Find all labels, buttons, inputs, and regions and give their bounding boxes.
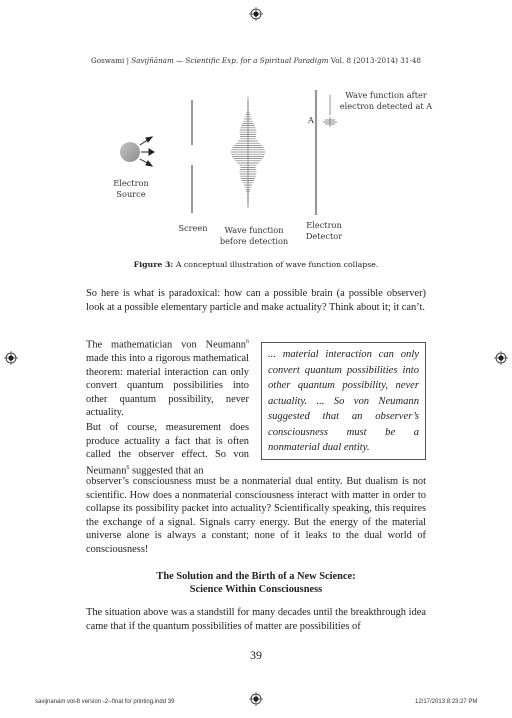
footer-datetime: 12/17/2013 8:23:27 PM xyxy=(415,699,478,705)
registration-mark-icon xyxy=(249,7,263,21)
label-wave-after: Wave function after electron detected at A xyxy=(339,90,433,111)
column-paragraph-1: The mathematician von Neumann$^6$ made this into a rigorous mathematical theorem: material interaction can only convert quantum possibilities into other quantum possibility, never actuality. xyxy=(86,339,249,419)
label-detector: Electron Detector xyxy=(305,220,343,241)
label-wave-before: Wave function before detection xyxy=(219,225,289,246)
electron-source-ball xyxy=(120,142,140,162)
caption-text: A conceptual illustration of wave function collapse. xyxy=(175,260,379,269)
registration-mark-icon xyxy=(494,351,508,365)
body-paragraph-3: The situation above was a standstill for many decades until the breakthrough idea came that if the quantum possibilities of matter are possibilities of xyxy=(86,607,426,632)
emission-arrows xyxy=(140,137,154,166)
registration-mark-icon xyxy=(249,692,263,706)
registration-mark-icon xyxy=(4,351,18,365)
label-electron-source: Electron Source xyxy=(113,178,149,199)
section-heading: The Solution and the Birth of a New Science: Science Within Consciousness xyxy=(156,571,356,595)
body-paragraph-2: observer’s consciousness must be a nonmaterial dual entity. But dualism is not scientific. How does a nonmaterial consciousness interact with matter in order to collapse its possibility packet into actuality? Scientifically speaking, this requires the exchange of a signal. Signals carry energy. But the energy of the material universe alone is always a constant; none of it leaks to the dual world of consciousness! xyxy=(86,476,426,555)
figure-caption xyxy=(0,260,512,269)
page-number: 39 xyxy=(250,648,262,662)
body-paragraph-1: So here is what is paradoxical: how can a possible brain (a possible observer) look at a possible elementary particle and make actuality? Think about it; it can’t. xyxy=(86,288,426,313)
label-point-a: A xyxy=(308,115,314,125)
pull-quote: ... material interaction can only convert quantum possibilities into other quantum possibility, never actuality. ... So von Neumann suggested that an observer’s consciousness must be a nonmaterial dual entity. xyxy=(261,342,426,460)
header-author: Goswami xyxy=(91,56,125,65)
running-header: Goswami | Savijñānam — Scientific Exp. for a Spiritual Paradigm Vol. 8 (2013-2014) 31-48 xyxy=(91,56,421,65)
column-paragraph-2: But of course, measurement does produce actuality a fact that is often called the observer effect. So von Neumann$^6$ suggested that an xyxy=(86,422,249,477)
label-screen: Screen xyxy=(178,223,208,233)
footer-file: savijnanam vol-8 version -2--final for printing.indd 39 xyxy=(35,699,175,705)
wave-packet-before xyxy=(231,97,265,208)
caption-label: Figure 3: xyxy=(133,260,174,269)
header-journal: Savijñānam — Scientific Exp. for a Spiritual Paradigm xyxy=(131,56,329,65)
header-volume: Vol. 8 (2013-2014) 31-48 xyxy=(330,56,421,65)
